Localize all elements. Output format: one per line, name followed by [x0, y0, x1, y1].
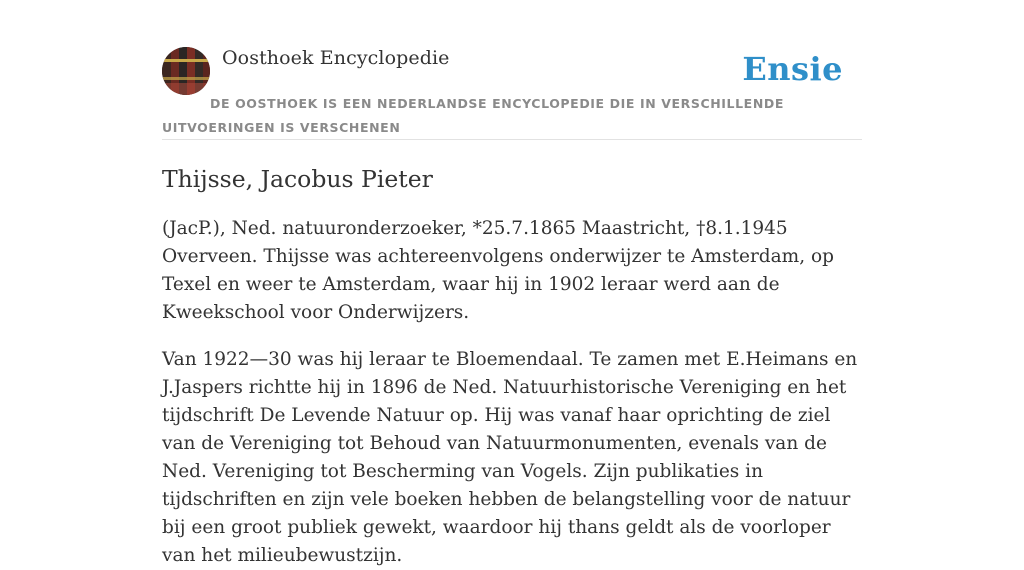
- site-name-link[interactable]: Oosthoek Encyclopedie: [222, 47, 450, 69]
- ensie-logo[interactable]: Ensie: [742, 50, 843, 88]
- article-title: Thijsse, Jacobus Pieter: [162, 165, 433, 193]
- article-paragraph: Van 1922—30 was hij leraar te Bloemendaal. Te zamen met E.Heimans en J.Jaspers richtte hij in 1896 de Ned. Natuurhistorische Vereniging en het tijdschrift De Levende Natuur op. Hij was vanaf haar oprichting de ziel van de Vereniging tot Behoud van Natuurmonumenten, evenals van de Ned. Vereniging tot Bescherming van Vogels. Zijn publikaties in tijdschriften en zijn vele boeken hebben de belangstelling voor de natuur bij een groot publiek gewekt, waardoor hij thans geldt als de voorloper van het milieubewustzijn.: [162, 349, 858, 566]
- site-tagline: DE OOSTHOEK IS EEN NEDERLANDSE ENCYCLOPEDIE DIE IN VERSCHILLENDE UITVOERINGEN IS VERSCHENEN: [162, 96, 784, 135]
- header-divider: [162, 139, 862, 140]
- article-content: [162, 160, 867, 570]
- article-paragraph: (JacP.), Ned. natuuronderzoeker, *25.7.1865 Maastricht, †8.1.1945 Overveen. Thijsse was achtereenvolgens onderwijzer te Amsterdam, op Texel en weer te Amsterdam, waar hij in 1902 leraar werd aan de Kweekschool voor Onderwijzers.: [162, 218, 834, 323]
- encyclopedia-books-avatar[interactable]: [162, 47, 210, 95]
